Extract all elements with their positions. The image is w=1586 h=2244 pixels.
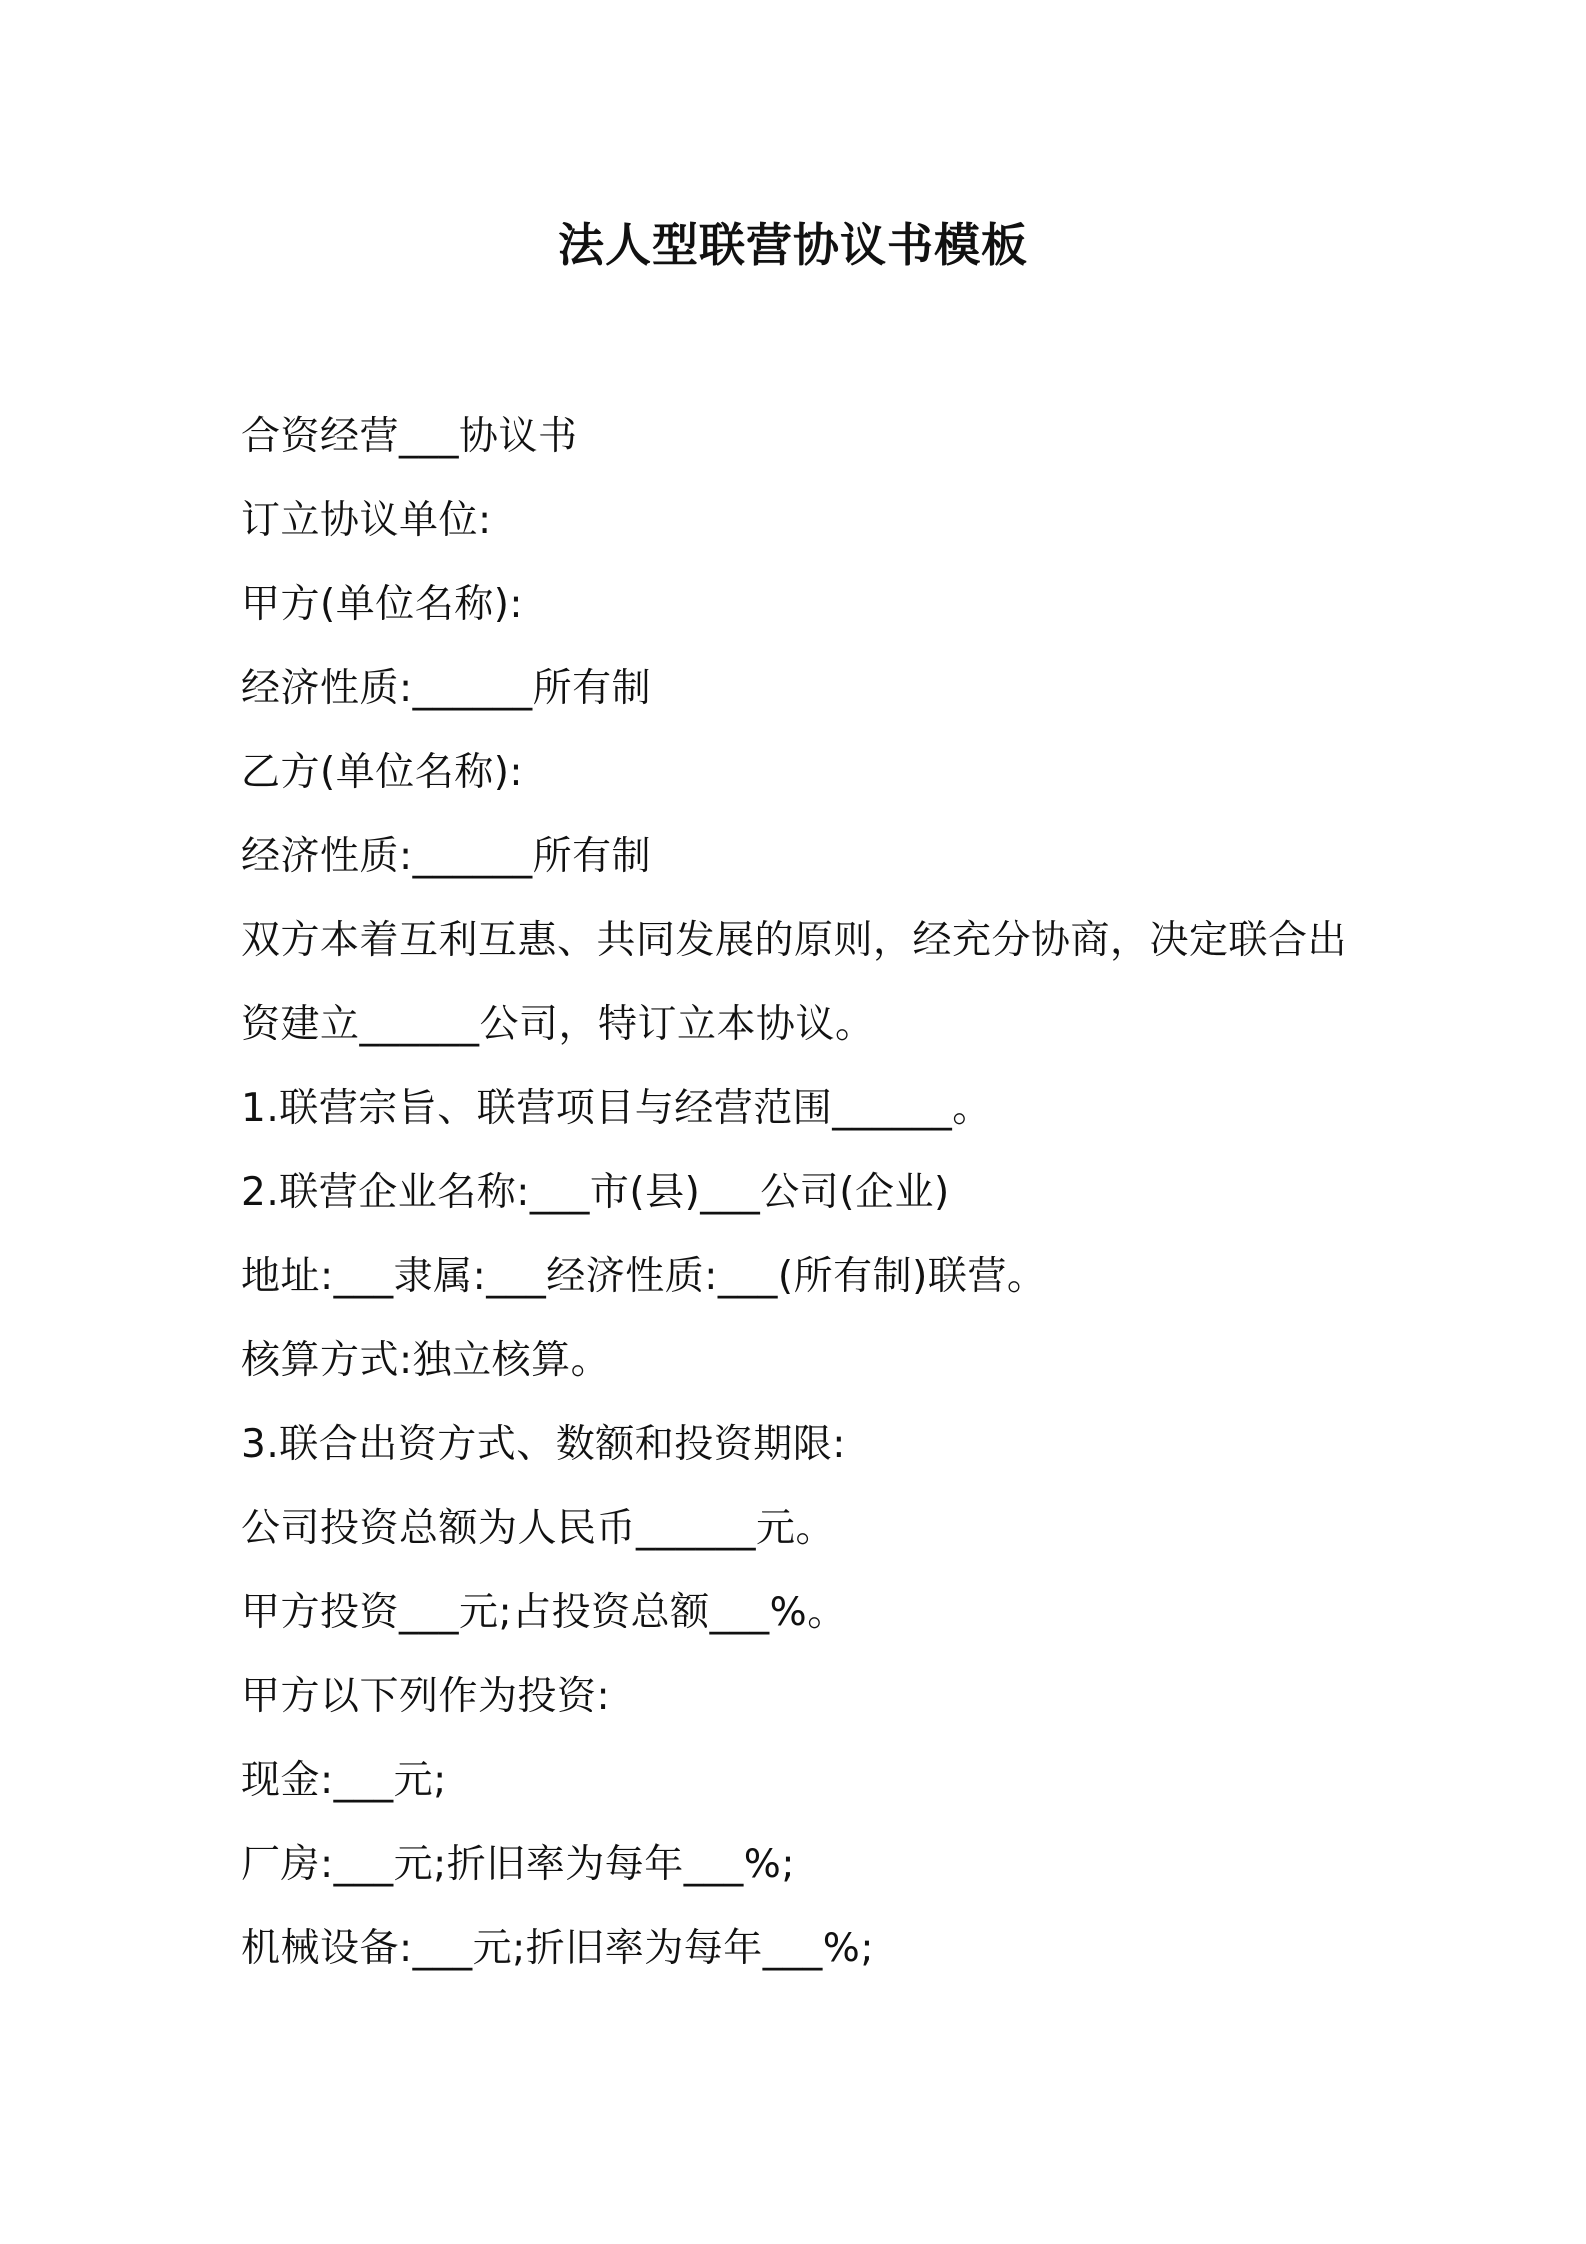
document-body (241, 395, 1371, 1991)
paragraph-line-preamble-1: 双方本着互利互惠、共同发展的原则，经充分协商，决定联合出 (241, 918, 1348, 963)
paragraph-line-address: 地址:___隶属:___经济性质:___(所有制)联营。 (241, 1254, 1047, 1299)
paragraph-line-agreement-name: 合资经营___协议书 (241, 414, 578, 459)
paragraph-line-plant: 厂房:___元;折旧率为每年___%; (241, 1842, 795, 1887)
paragraph-line-party-b-ownership: 经济性质:______所有制 (241, 834, 652, 879)
document-title: 法人型联营协议书模板 (558, 218, 1028, 272)
paragraph-line-cash: 现金:___元; (241, 1758, 447, 1803)
paragraph-line-clause-3: 3.联合出资方式、数额和投资期限: (241, 1422, 846, 1467)
paragraph-line-contracting-units: 订立协议单位: (241, 498, 492, 543)
paragraph-line-party-a-name: 甲方(单位名称): (241, 582, 524, 627)
paragraph-line-machinery: 机械设备:___元;折旧率为每年___%; (241, 1926, 874, 1971)
paragraph-line-accounting: 核算方式:独立核算。 (241, 1338, 611, 1383)
paragraph-line-total-investment: 公司投资总额为人民币______元。 (241, 1506, 836, 1551)
paragraph-line-party-b-name: 乙方(单位名称): (241, 750, 524, 795)
paragraph-line-clause-1: 1.联营宗旨、联营项目与经营范围______。 (241, 1086, 992, 1131)
paragraph-line-party-a-investment: 甲方投资___元;占投资总额___%。 (241, 1590, 847, 1635)
paragraph-line-preamble-2: 资建立______公司，特订立本协议。 (241, 1002, 875, 1047)
paragraph-line-clause-2: 2.联营企业名称:___市(县)___公司(企业) (241, 1170, 950, 1215)
paragraph-line-party-a-ownership: 经济性质:______所有制 (241, 666, 652, 711)
paragraph-line-party-a-assets: 甲方以下列作为投资: (241, 1674, 611, 1719)
